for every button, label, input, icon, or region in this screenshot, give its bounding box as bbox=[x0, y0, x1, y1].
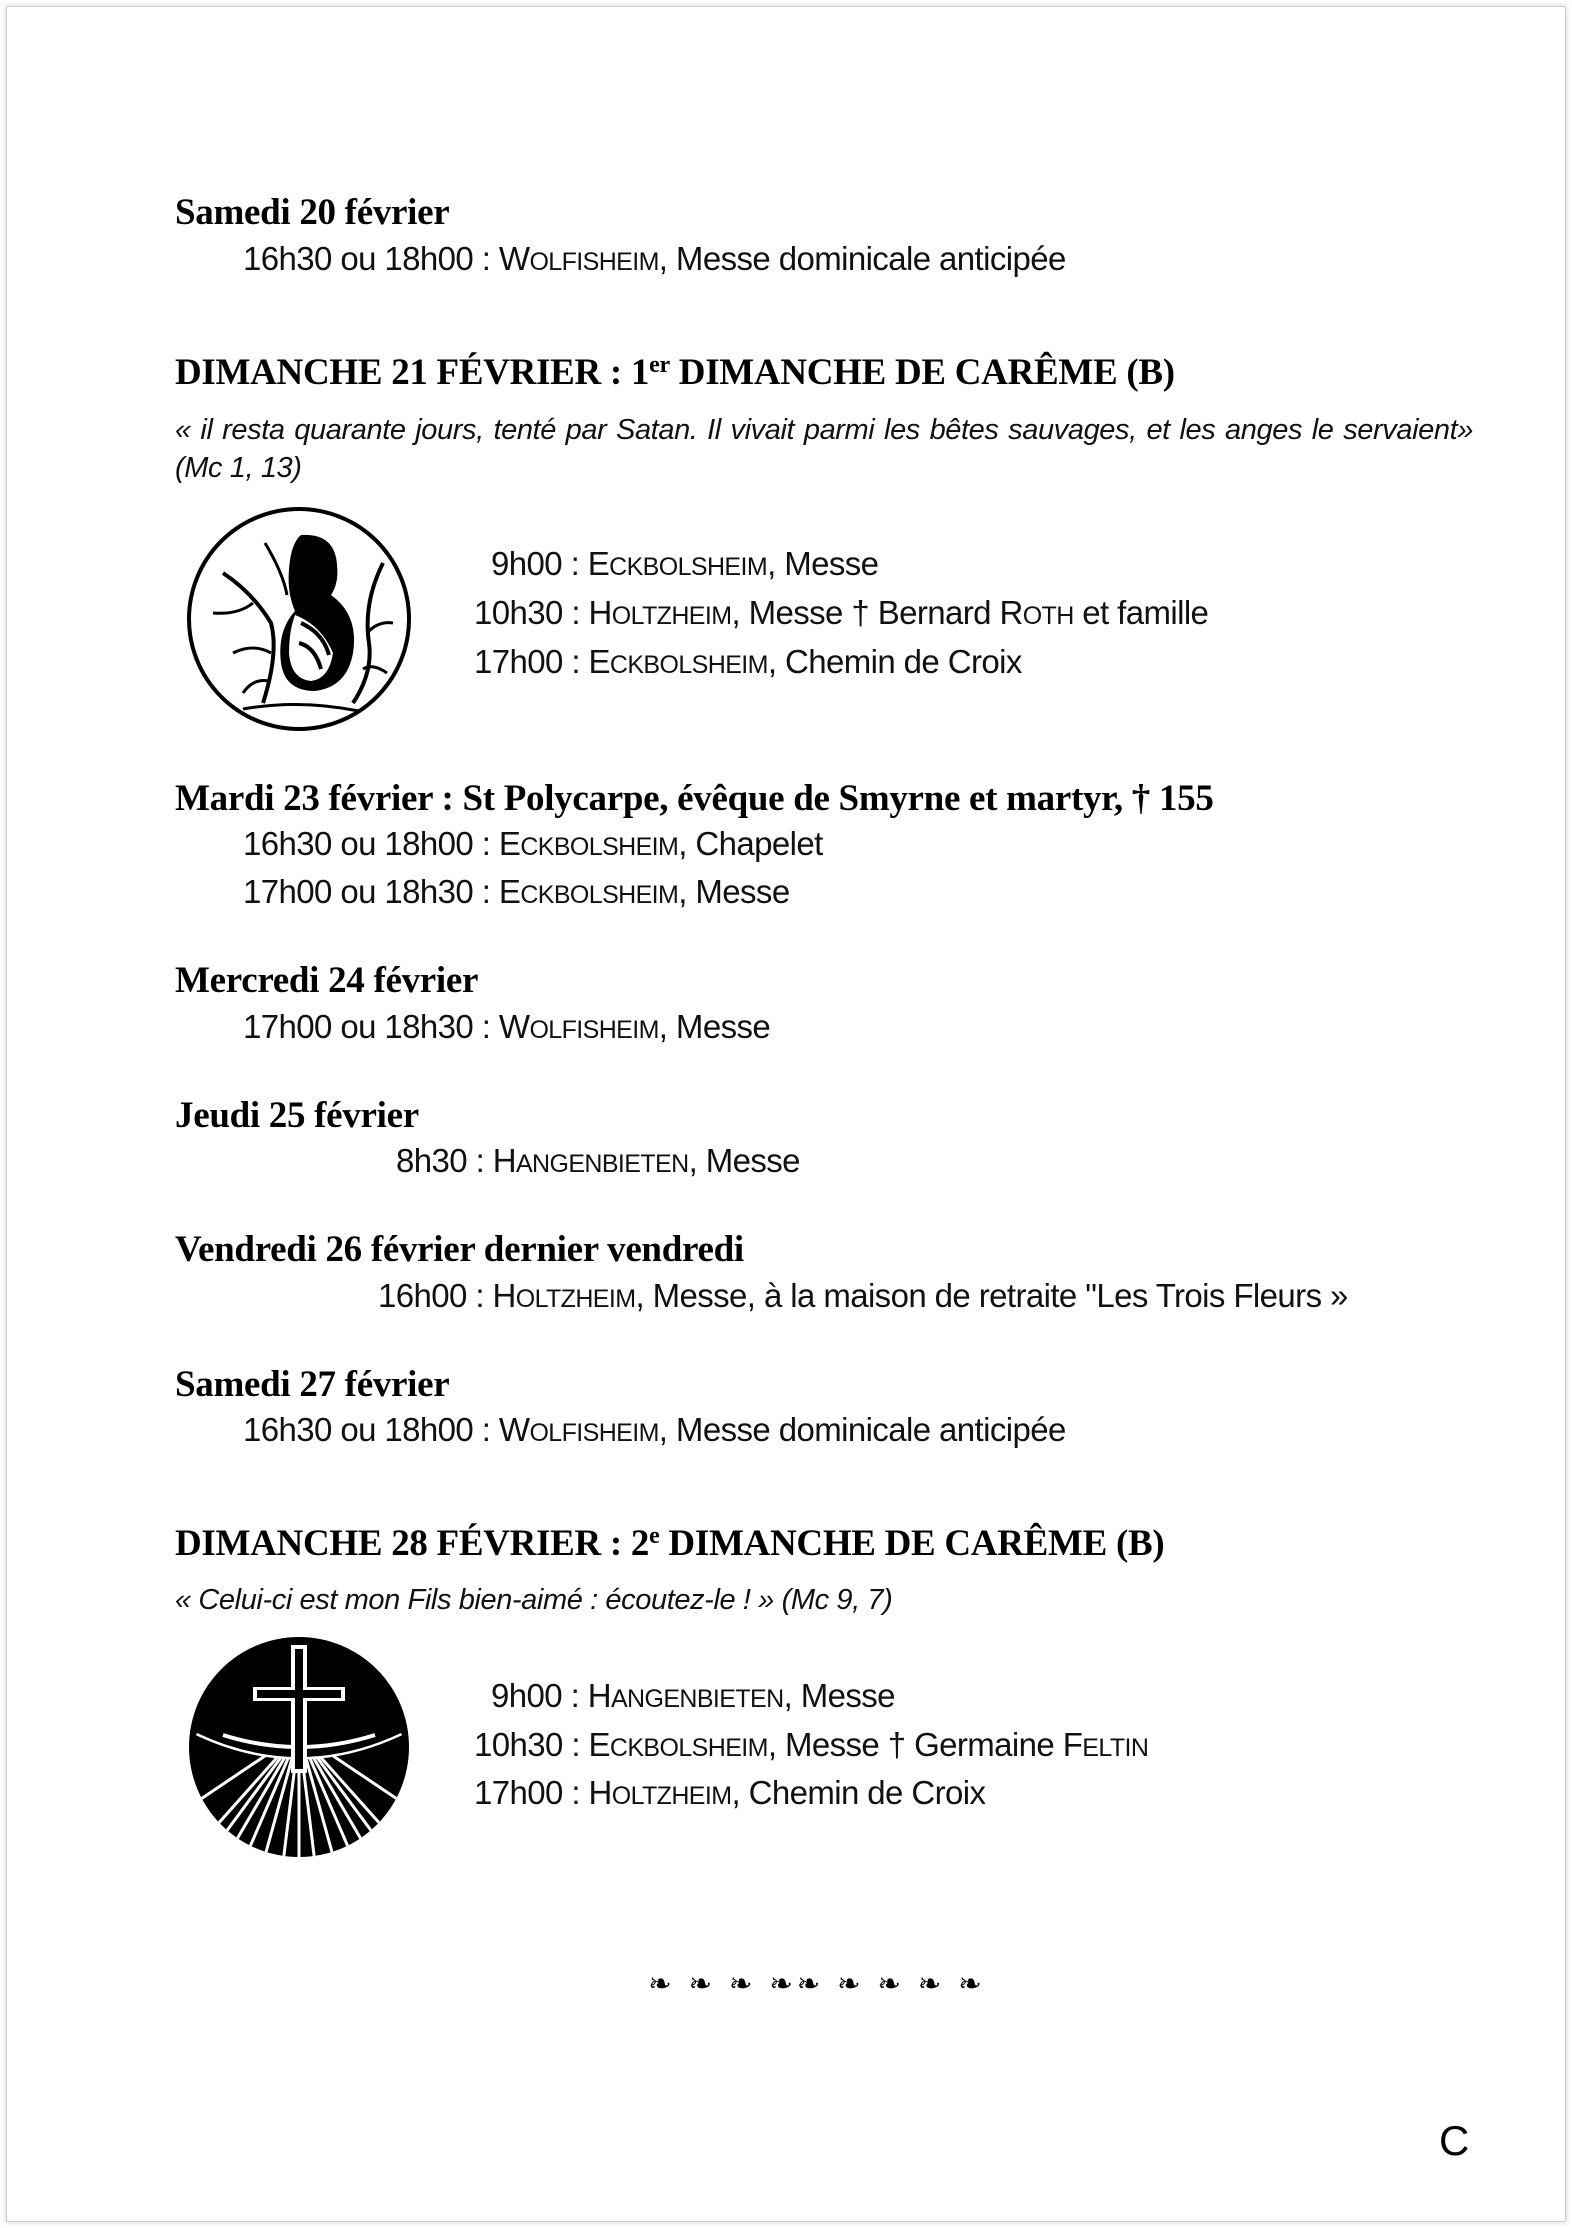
place-rest: ANGENBIETEN bbox=[515, 1150, 689, 1178]
heading-part: DIMANCHE 21 FÉVRIER : 1 bbox=[175, 352, 650, 393]
place-initial: E bbox=[588, 643, 610, 680]
time: 16h30 ou 18h00 : bbox=[243, 240, 499, 277]
schedule-line bbox=[474, 1726, 1148, 1764]
schedule-line bbox=[474, 1774, 985, 1812]
place-initial: H bbox=[587, 1677, 611, 1714]
event: , Messe † Bernard R bbox=[731, 594, 1023, 631]
time: 10h30 : bbox=[474, 1726, 589, 1763]
day-heading-mercredi-24: Mercredi 24 février bbox=[175, 960, 479, 1001]
heading-ordinal: e bbox=[649, 1523, 660, 1549]
place-initial: H bbox=[588, 1774, 612, 1811]
time: 8h30 : bbox=[396, 1142, 493, 1179]
time: 16h00 : bbox=[378, 1277, 493, 1314]
schedule-line bbox=[243, 240, 1066, 278]
place-rest: CKBOLSHEIM bbox=[609, 1734, 768, 1762]
place-initial: W bbox=[498, 1008, 530, 1045]
gospel-quote: « il resta quarante jours, tenté par Satan. Il vivait parmi les bêtes sauvages, et les anges le servaient» (Mc 1, 13) bbox=[175, 414, 1473, 484]
schedule-line bbox=[396, 1142, 800, 1180]
heading-part: DIMANCHE DE CARÊME (B) bbox=[659, 1523, 1165, 1564]
schedule-line bbox=[243, 1008, 770, 1046]
ornament-divider: ❧ ❧ ❧ ❧❧ ❧ ❧ ❧ ❧ bbox=[648, 1967, 986, 2000]
event: , Messe bbox=[658, 1008, 771, 1045]
schedule-line bbox=[378, 1277, 1348, 1315]
place-initial: H bbox=[588, 594, 612, 631]
event: , Messe † Germaine F bbox=[767, 1726, 1083, 1763]
event: , Messe bbox=[678, 873, 790, 910]
schedule-line bbox=[243, 873, 790, 911]
event: , Messe, à la maison de retraite "Les Trois Fleurs » bbox=[635, 1277, 1348, 1314]
time: 9h00 : bbox=[491, 545, 588, 582]
page-letter: C bbox=[1439, 2117, 1470, 2164]
time: 17h00 ou 18h30 : bbox=[243, 1008, 499, 1045]
place-rest: CKBOLSHEIM bbox=[609, 553, 768, 581]
event: , Messe dominicale anticipée bbox=[658, 240, 1066, 277]
place-rest: ANGENBIETEN bbox=[610, 1685, 784, 1713]
place-rest: OLFISHEIM bbox=[529, 1419, 659, 1447]
day-heading-mardi-23: Mardi 23 février : St Polycarpe, évêque de Smyrne et martyr, † 155 bbox=[175, 778, 1214, 819]
time: 17h00 : bbox=[474, 643, 589, 680]
place-initial: H bbox=[492, 1142, 516, 1179]
time: 10h30 : bbox=[474, 594, 589, 631]
place-rest: OLTZHEIM bbox=[515, 1285, 636, 1313]
place-rest: OLTZHEIM bbox=[611, 602, 732, 630]
day-heading-jeudi-25: Jeudi 25 février bbox=[175, 1095, 419, 1136]
day-heading-dimanche-21 bbox=[175, 351, 1175, 394]
place-initial: E bbox=[498, 825, 521, 862]
schedule-line bbox=[474, 594, 1208, 632]
time: 16h30 ou 18h00 : bbox=[243, 825, 499, 862]
place-rest: OLTZHEIM bbox=[611, 1782, 732, 1810]
schedule-line bbox=[474, 643, 1022, 681]
place-rest: CKBOLSHEIM bbox=[609, 651, 768, 679]
time: 17h00 : bbox=[474, 1774, 589, 1811]
place-rest: OLFISHEIM bbox=[529, 1016, 659, 1044]
schedule-line bbox=[491, 545, 878, 583]
name-rest: OTH bbox=[1022, 602, 1074, 630]
heading-part: DIMANCHE DE CARÊME (B) bbox=[669, 352, 1175, 393]
schedule-line bbox=[491, 1677, 895, 1715]
event: , Messe dominicale anticipée bbox=[658, 1411, 1066, 1448]
event: , Chemin de Croix bbox=[731, 1774, 986, 1811]
place-initial: E bbox=[588, 1726, 610, 1763]
day-heading-samedi-20: Samedi 20 février bbox=[175, 192, 450, 233]
schedule-line bbox=[243, 1411, 1066, 1449]
place-initial: W bbox=[498, 240, 530, 277]
day-heading-samedi-27: Samedi 27 février bbox=[175, 1364, 450, 1405]
document-page bbox=[6, 6, 1566, 2222]
time: 9h00 : bbox=[491, 1677, 588, 1714]
event: , Chapelet bbox=[678, 825, 823, 862]
desert-temptation-emblem-icon bbox=[183, 503, 415, 735]
event: , Messe bbox=[783, 1677, 895, 1714]
event: , Chemin de Croix bbox=[767, 643, 1022, 680]
event: , Messe bbox=[688, 1142, 800, 1179]
name-rest: ELTIN bbox=[1082, 1734, 1149, 1762]
heading-part: DIMANCHE 28 FÉVRIER : 2 bbox=[175, 1523, 650, 1564]
time: 16h30 ou 18h00 : bbox=[243, 1411, 499, 1448]
place-rest: CKBOLSHEIM bbox=[520, 881, 679, 909]
schedule-line bbox=[243, 825, 823, 863]
place-initial: W bbox=[498, 1411, 530, 1448]
event: et famille bbox=[1073, 594, 1209, 631]
heading-ordinal: er bbox=[649, 352, 670, 378]
day-heading-vendredi-26: Vendredi 26 février dernier vendredi bbox=[175, 1229, 744, 1270]
place-rest: CKBOLSHEIM bbox=[520, 833, 679, 861]
event: , Messe bbox=[767, 545, 879, 582]
place-initial: E bbox=[498, 873, 521, 910]
gospel-quote: « Celui-ci est mon Fils bien-aimé : écoutez-le ! » (Mc 9, 7) bbox=[175, 1584, 893, 1616]
place-initial: E bbox=[587, 545, 610, 582]
day-heading-dimanche-28 bbox=[175, 1522, 1164, 1565]
time: 17h00 ou 18h30 : bbox=[243, 873, 499, 910]
place-initial: H bbox=[492, 1277, 516, 1314]
cross-rays-emblem-icon bbox=[183, 1631, 415, 1863]
place-rest: OLFISHEIM bbox=[529, 248, 659, 276]
